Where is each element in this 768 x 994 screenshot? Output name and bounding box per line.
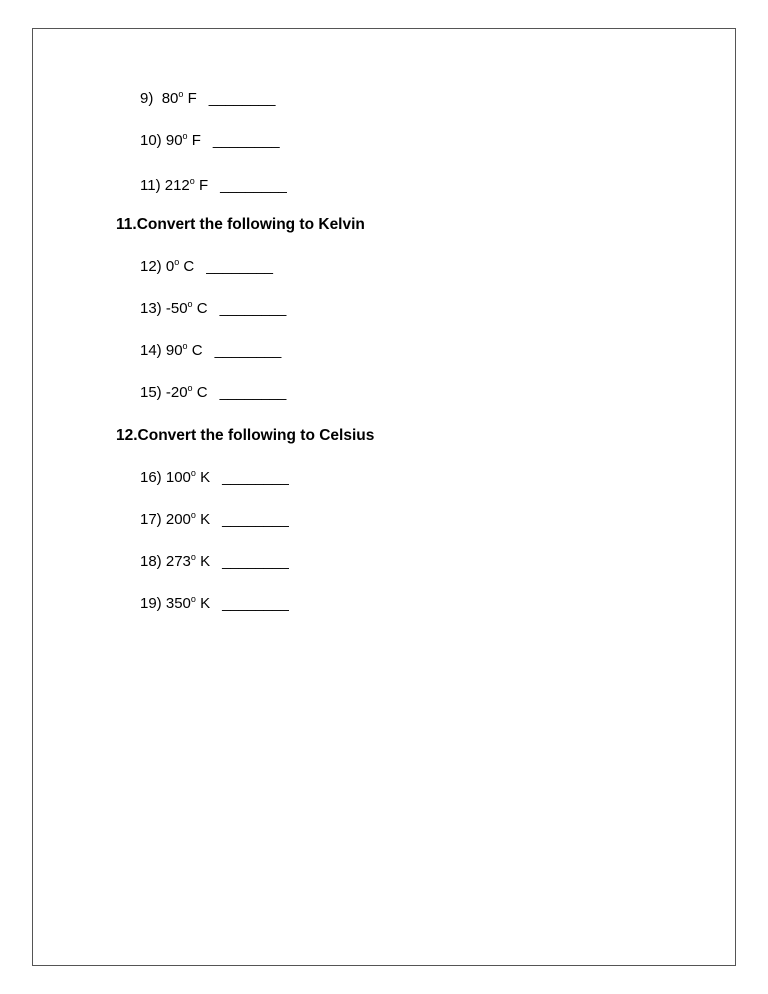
heading-convert-to-kelvin: 11.Convert the following to Kelvin xyxy=(116,216,365,233)
heading-convert-to-celsius: 12.Convert the following to Celsius xyxy=(116,427,375,444)
temperature-value: 212 xyxy=(164,177,190,194)
question-number: 17) xyxy=(140,511,162,528)
question-item xyxy=(140,177,287,195)
degree-symbol: o xyxy=(190,510,196,520)
answer-blank[interactable]: ________ xyxy=(220,177,287,194)
degree-symbol: o xyxy=(182,341,188,351)
answer-blank[interactable]: ________ xyxy=(219,384,287,401)
temperature-value: 90 xyxy=(165,132,183,149)
question-number: 16) xyxy=(140,469,162,486)
degree-symbol: o xyxy=(174,257,180,267)
temperature-value: 80 xyxy=(161,90,179,107)
degree-symbol: o xyxy=(182,131,188,141)
degree-symbol: o xyxy=(178,89,184,99)
temperature-unit: K xyxy=(200,595,211,612)
temperature-value: 350 xyxy=(165,595,191,612)
temperature-unit: C xyxy=(191,342,203,359)
answer-blank[interactable]: ________ xyxy=(222,511,289,528)
question-number: 19) xyxy=(140,595,162,612)
temperature-unit: F xyxy=(198,177,209,194)
question-number: 15) xyxy=(140,384,162,401)
answer-blank[interactable]: ________ xyxy=(212,132,280,149)
question-item xyxy=(140,300,286,318)
degree-symbol: o xyxy=(190,552,196,562)
degree-symbol: o xyxy=(187,299,193,309)
temperature-unit: K xyxy=(200,469,211,486)
question-number: 13) xyxy=(140,300,162,317)
answer-blank[interactable]: ________ xyxy=(222,595,289,612)
question-number: 10) xyxy=(140,132,162,149)
temperature-unit: F xyxy=(187,90,197,107)
temperature-value: -50 xyxy=(165,300,188,317)
temperature-value: 90 xyxy=(165,342,183,359)
question-item xyxy=(140,384,286,402)
answer-blank[interactable]: ________ xyxy=(222,553,289,570)
question-number: 11) xyxy=(140,177,161,194)
page-border xyxy=(32,28,736,966)
question-number: 9) xyxy=(140,90,158,107)
question-item xyxy=(140,342,281,360)
temperature-unit: C xyxy=(183,258,195,275)
answer-blank[interactable]: ________ xyxy=(214,342,282,359)
question-item xyxy=(140,90,275,108)
answer-blank[interactable]: ________ xyxy=(206,258,273,275)
answer-blank[interactable]: ________ xyxy=(219,300,287,317)
temperature-value: 0 xyxy=(165,258,175,275)
answer-blank[interactable]: ________ xyxy=(208,90,276,107)
question-item xyxy=(140,553,289,571)
temperature-unit: F xyxy=(191,132,201,149)
question-item xyxy=(140,595,289,613)
temperature-unit: C xyxy=(196,300,208,317)
temperature-value: 100 xyxy=(165,469,191,486)
temperature-unit: C xyxy=(196,384,208,401)
degree-symbol: o xyxy=(190,594,196,604)
answer-blank[interactable]: ________ xyxy=(222,469,289,486)
question-item xyxy=(140,469,289,487)
question-item xyxy=(140,132,280,150)
question-item xyxy=(140,511,289,529)
degree-symbol: o xyxy=(189,176,195,186)
question-item xyxy=(140,258,273,276)
question-number: 12) xyxy=(140,258,162,275)
question-number: 14) xyxy=(140,342,162,359)
degree-symbol: o xyxy=(187,383,193,393)
temperature-value: 273 xyxy=(165,553,191,570)
degree-symbol: o xyxy=(190,468,196,478)
temperature-value: 200 xyxy=(165,511,191,528)
temperature-unit: K xyxy=(200,553,211,570)
question-number: 18) xyxy=(140,553,162,570)
temperature-value: -20 xyxy=(165,384,188,401)
temperature-unit: K xyxy=(200,511,211,528)
